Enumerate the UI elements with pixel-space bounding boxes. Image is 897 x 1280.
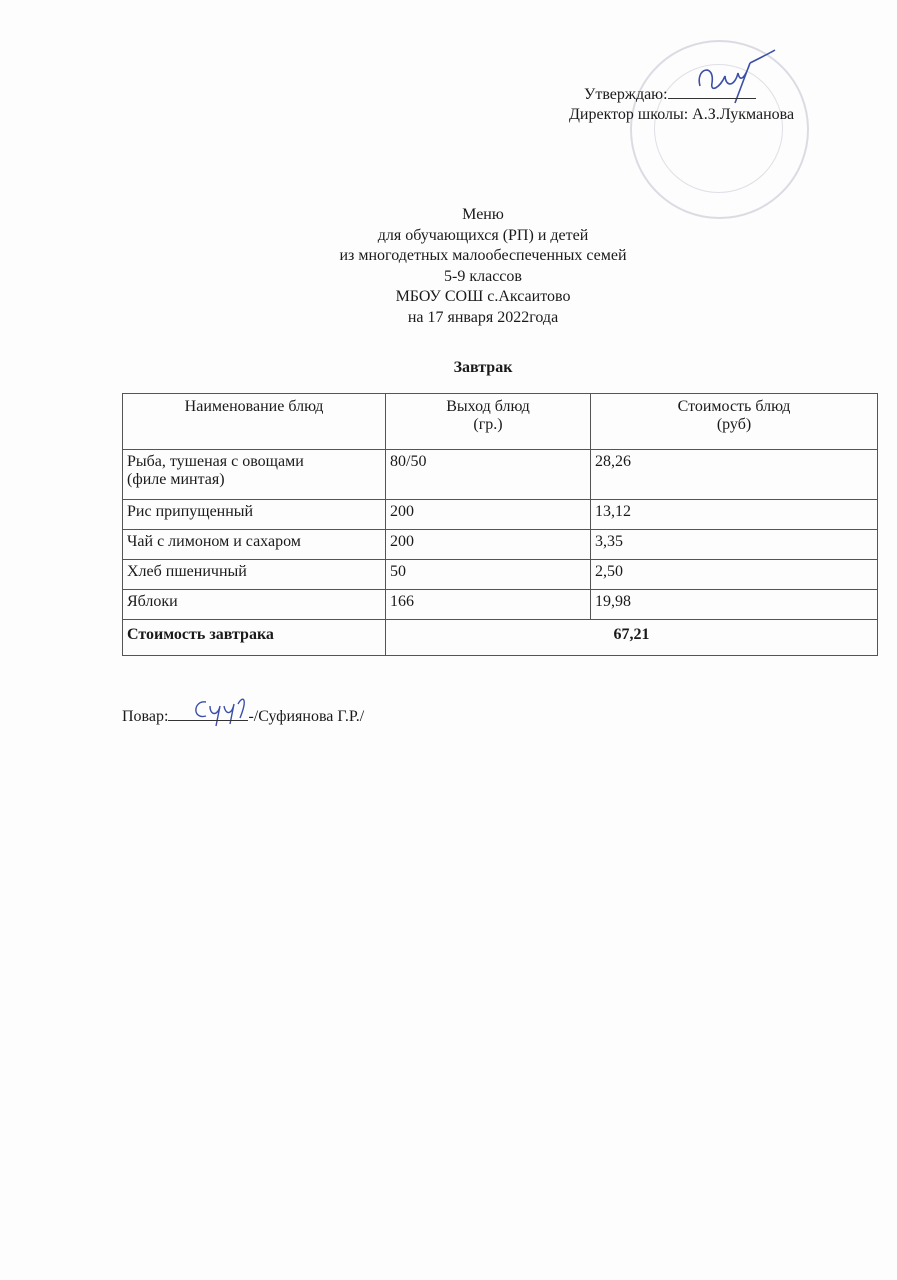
signature-line	[168, 706, 248, 721]
dish-cost: 2,50	[591, 560, 878, 590]
total-label: Стоимость завтрака	[123, 620, 386, 656]
dish-yield: 50	[386, 560, 591, 590]
dish-name: Яблоки	[123, 590, 386, 620]
dish-name: Чай с лимоном и сахаром	[123, 530, 386, 560]
dish-cost: 19,98	[591, 590, 878, 620]
total-row	[123, 620, 878, 656]
dish-yield: 200	[386, 530, 591, 560]
dish-yield: 80/50	[386, 450, 591, 500]
dish-name: Рыба, тушеная с овощами (филе минтая)	[123, 450, 386, 500]
table-row	[123, 560, 878, 590]
table-row	[123, 500, 878, 530]
dish-name: Рис припущенный	[123, 500, 386, 530]
header-dish: Наименование блюд	[123, 394, 386, 450]
table-header-row	[123, 394, 878, 450]
header-cost: Стоимость блюд (руб)	[591, 394, 878, 450]
cook-line	[122, 706, 364, 726]
cook-name: -/Суфиянова Г.Р./	[248, 708, 365, 725]
dish-cost: 3,35	[591, 530, 878, 560]
table-row	[123, 530, 878, 560]
title-line: 5-9 классов	[444, 267, 522, 285]
section-heading: Завтрак	[453, 359, 513, 376]
total-value: 67,21	[386, 620, 878, 656]
title-line: из многодетных малообеспеченных семей	[339, 247, 627, 264]
title-line: МБОУ СОШ с.Аксаитово	[395, 288, 571, 305]
title-line: для обучающихся (РП) и детей	[377, 226, 589, 244]
dish-yield: 166	[386, 590, 591, 620]
dish-yield: 200	[386, 500, 591, 530]
approval-block	[569, 84, 795, 125]
dish-cost: 28,26	[591, 450, 878, 500]
dish-name: Хлеб пшеничный	[123, 560, 386, 590]
title-line: Меню	[462, 206, 504, 223]
title-line: на 17 января 2022года	[407, 308, 559, 326]
approval-label: Утверждаю:	[584, 86, 668, 103]
header-yield: Выход блюд (гр.)	[386, 394, 591, 450]
director-name: Директор школы: А.З.Лукманова	[569, 106, 795, 123]
dish-cost: 13,12	[591, 500, 878, 530]
table-row	[123, 590, 878, 620]
table-row	[123, 450, 878, 500]
document-title	[0, 205, 897, 328]
cook-label: Повар:	[122, 708, 169, 725]
menu-table	[122, 393, 878, 656]
signature-line	[668, 84, 756, 99]
